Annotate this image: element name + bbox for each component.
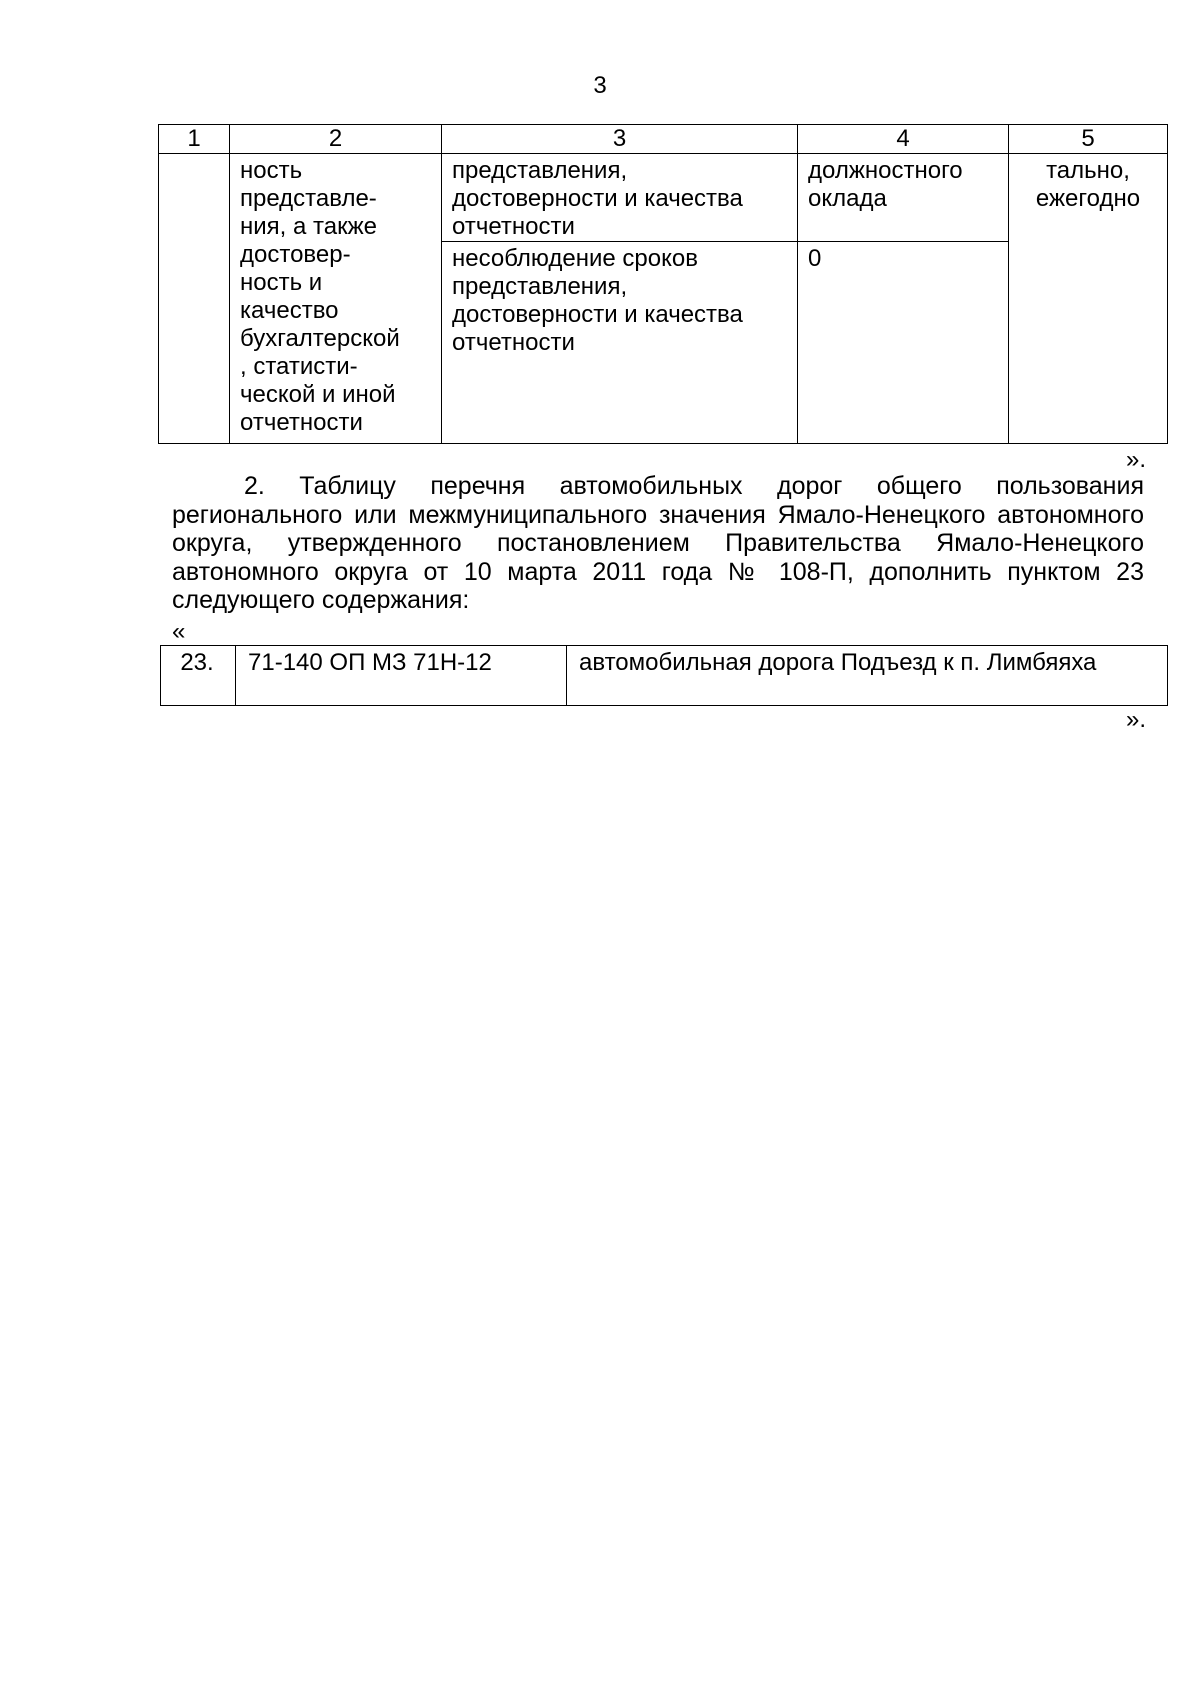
text-line: достоверности и качества	[452, 185, 743, 212]
text-line: качество	[240, 297, 339, 324]
text-line: достоверности и качества	[452, 301, 743, 328]
header-cell-2: 2	[230, 125, 442, 154]
table-row	[159, 154, 1168, 242]
value-cell: 0	[798, 242, 1009, 444]
periodicity-cell	[1009, 154, 1168, 444]
road-code-cell: 71-140 ОП МЗ 71Н-12	[236, 646, 567, 706]
text-line: тально,	[1046, 157, 1130, 184]
text-line: представле-	[240, 185, 377, 212]
closing-quote: ».	[1126, 446, 1147, 473]
text-line: оклада	[808, 185, 887, 212]
text-line: ежегодно	[1035, 185, 1141, 212]
closing-quote: ».	[1126, 706, 1147, 733]
text-line: , статисти-	[240, 353, 358, 380]
header-cell-5: 5	[1009, 125, 1168, 154]
header-cell-4: 4	[798, 125, 1009, 154]
header-cell-3: 3	[442, 125, 798, 154]
amendment-paragraph: 2. Таблицу перечня автомобильных дорог общего пользования регионального или межмуниципального значения Ямало-Ненецкого автономного округа, утвержденного постановлением Правительства Ямало-Ненецкого автономного округа от 10 марта 2011 года № 108-П, дополнить пунктом 23 следующего содержания:	[172, 472, 1144, 614]
text-line: отчетности	[452, 213, 575, 240]
roads-table	[160, 645, 1168, 706]
opening-quote: «	[172, 618, 186, 645]
page-number: 3	[593, 72, 607, 99]
value-cell	[798, 154, 1009, 242]
text-line: отчетности	[240, 409, 363, 436]
text-line: бухгалтерской	[240, 325, 400, 352]
text-line: несоблюдение сроков	[452, 245, 698, 272]
header-cell-1: 1	[159, 125, 230, 154]
table-cell-empty	[159, 154, 230, 444]
fines-table	[158, 124, 1168, 444]
text-line: ность	[240, 157, 303, 184]
indicator-cell	[230, 154, 442, 444]
condition-cell	[442, 154, 798, 242]
condition-cell	[442, 242, 798, 444]
text-line: достовер-	[240, 241, 351, 268]
table-row	[161, 646, 1168, 706]
text-line: ческой и иной	[240, 381, 396, 408]
text-line: ность и	[240, 269, 323, 296]
text-line: отчетности	[452, 329, 575, 356]
text-line: ния, а также	[240, 213, 377, 240]
text-line: представления,	[452, 273, 628, 300]
road-name-cell: автомобильная дорога Подъезд к п. Лимбяяха	[567, 646, 1168, 706]
text-line: должностного	[808, 157, 963, 184]
text-line: представления,	[452, 157, 628, 184]
row-number-cell: 23.	[161, 646, 236, 706]
table-header-row	[159, 125, 1168, 154]
